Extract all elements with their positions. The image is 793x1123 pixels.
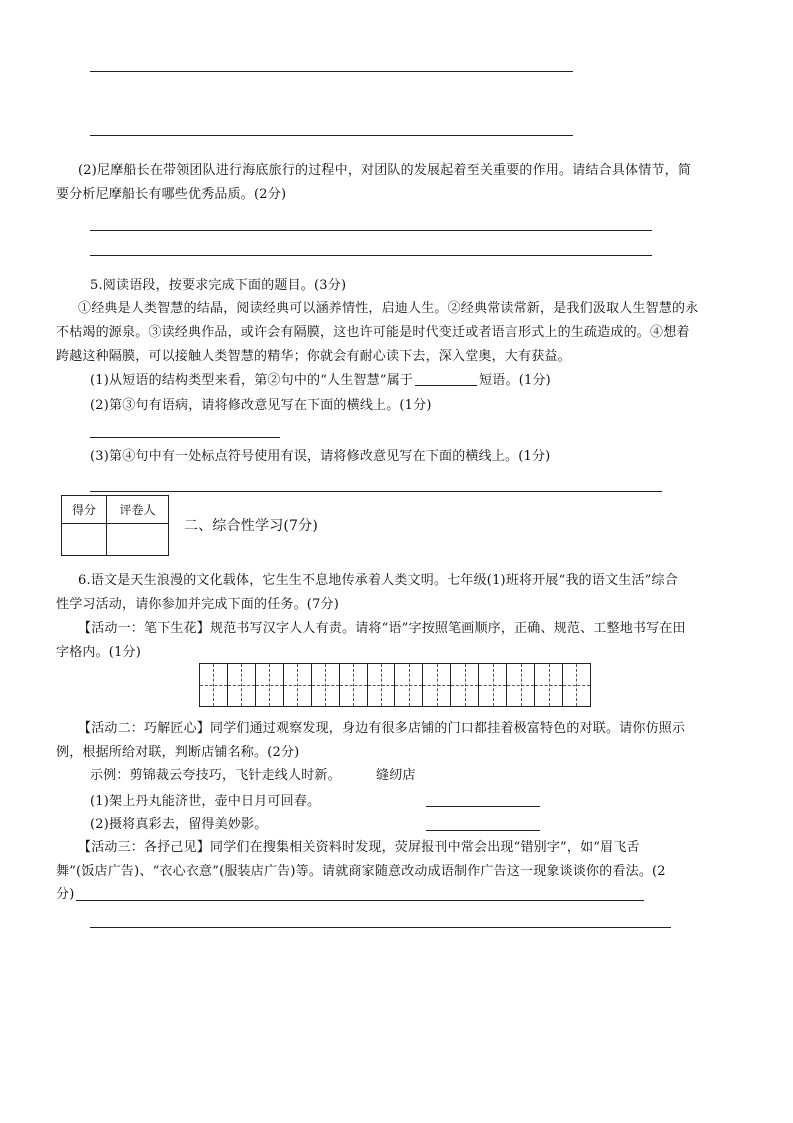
- q5-paragraph-line1: ①经典是人类智慧的结晶，阅读经典可以涵养情性，启迪人生。②经典常读常新，是我们汲取人生智慧的永: [78, 301, 699, 316]
- tianzige-cell[interactable]: [284, 664, 312, 706]
- q5-title: 5.阅读语段，按要求完成下面的题目。(3分): [90, 278, 347, 293]
- grader-cell: [107, 524, 169, 556]
- answer-line: [90, 135, 573, 136]
- answer-line[interactable]: [90, 927, 671, 928]
- q5-paragraph-line3: 跨越这种隔膜，可以接触人类智慧的精华；你就会有耐心读下去，深入堂奥，大有获益。: [56, 349, 571, 364]
- activity3-line2: 舞”(饭店广告)、“衣心衣意”(服装店广告)等。请就商家随意改动成语制作广告这一现象谈谈你的看法。(2: [56, 864, 666, 879]
- activity2-line1: 【活动二：巧解匠心】同学们通过观察发现，身边有很多店铺的门口都挂着极富特色的对联。请你仿照示: [78, 721, 686, 736]
- answer-line[interactable]: [90, 491, 662, 492]
- grader-header: 评卷人: [107, 496, 169, 524]
- answer-line[interactable]: [426, 830, 540, 831]
- activity2-example-answer: 缝纫店: [376, 768, 416, 783]
- tianzige-cell[interactable]: [423, 664, 451, 706]
- q6-intro-line1: 6.语文是天生浪漫的文化载体，它生生不息地传承着人类文明。七年级(1)班将开展“我的语文生活”综合: [78, 573, 678, 588]
- answer-line[interactable]: [90, 255, 652, 256]
- q6-intro-line2: 性学习活动，请你参加并完成下面的任务。(7分): [56, 597, 340, 612]
- couplet-1: (1)架上丹丸能济世，壶中日月可回春。: [90, 794, 321, 809]
- answer-line[interactable]: [90, 437, 280, 438]
- tianzige-cell[interactable]: [228, 664, 256, 706]
- q5-sub2: (2)第③句有语病，请将修改意见写在下面的横线上。(1分): [90, 398, 432, 413]
- answer-line[interactable]: [426, 806, 540, 807]
- activity3-line3: 分): [56, 887, 75, 902]
- tianzige-cell[interactable]: [368, 664, 396, 706]
- score-header: 得分: [62, 496, 107, 524]
- answer-line[interactable]: [76, 900, 644, 901]
- q5-paragraph-line2: 不枯竭的源泉。③读经典作品，或许会有隔膜，这也许可能是时代变迁或者语言形式上的生疏造成的。④想着: [56, 325, 690, 340]
- q4-part2-line1: (2)尼摩船长在带领团队进行海底旅行的过程中，对团队的发展起着至关重要的作用。请结合具体情节，简: [78, 163, 692, 178]
- score-table: [61, 495, 169, 556]
- tianzige-cell[interactable]: [507, 664, 535, 706]
- q5-sub1-text: (1)从短语的结构类型来看，第②句中的“人生智慧”属于: [90, 373, 414, 388]
- section2-title: 二、综合性学习(7分): [184, 518, 319, 534]
- tianzige-cell[interactable]: [340, 664, 368, 706]
- tianzige-grid[interactable]: [199, 663, 591, 707]
- tianzige-cell[interactable]: [451, 664, 479, 706]
- activity2-line2: 例，根据所给对联，判断店铺名称。(2分): [56, 745, 300, 760]
- q5-sub3: (3)第④句中有一处标点符号使用有误，请将修改意见写在下面的横线上。(1分): [90, 449, 551, 464]
- tianzige-cell[interactable]: [312, 664, 340, 706]
- activity2-example: 示例：剪锦裁云夸技巧，飞针走线人时新。: [90, 768, 341, 783]
- tianzige-cell[interactable]: [479, 664, 507, 706]
- answer-line[interactable]: [90, 230, 652, 231]
- answer-line: [90, 71, 573, 72]
- tianzige-cell[interactable]: [535, 664, 563, 706]
- activity1-line1: 【活动一：笔下生花】规范书写汉字人人有责。请将“语”字按照笔画顺序，正确、规范、工整地书写在田: [78, 621, 686, 636]
- couplet-2: (2)摄将真彩去，留得美妙影。: [90, 817, 268, 832]
- tianzige-cell[interactable]: [563, 664, 590, 706]
- activity1-line2: 字格内。(1分): [56, 645, 142, 660]
- q4-part2-line2: 要分析尼摩船长有哪些优秀品质。(2分): [56, 187, 287, 202]
- q5-sub1-text-after: 短语。(1分): [479, 373, 551, 388]
- activity3-line1: 【活动三：各抒己见】同学们在搜集相关资料时发现，荧屏报刊中常会出现“错别字”，如“眉飞舌: [78, 840, 640, 855]
- tianzige-cell[interactable]: [256, 664, 284, 706]
- q5-sub1-blank[interactable]: [415, 373, 477, 386]
- q5-sub1: [90, 373, 551, 388]
- tianzige-cell[interactable]: [395, 664, 423, 706]
- score-cell: [62, 524, 107, 556]
- tianzige-cell[interactable]: [200, 664, 228, 706]
